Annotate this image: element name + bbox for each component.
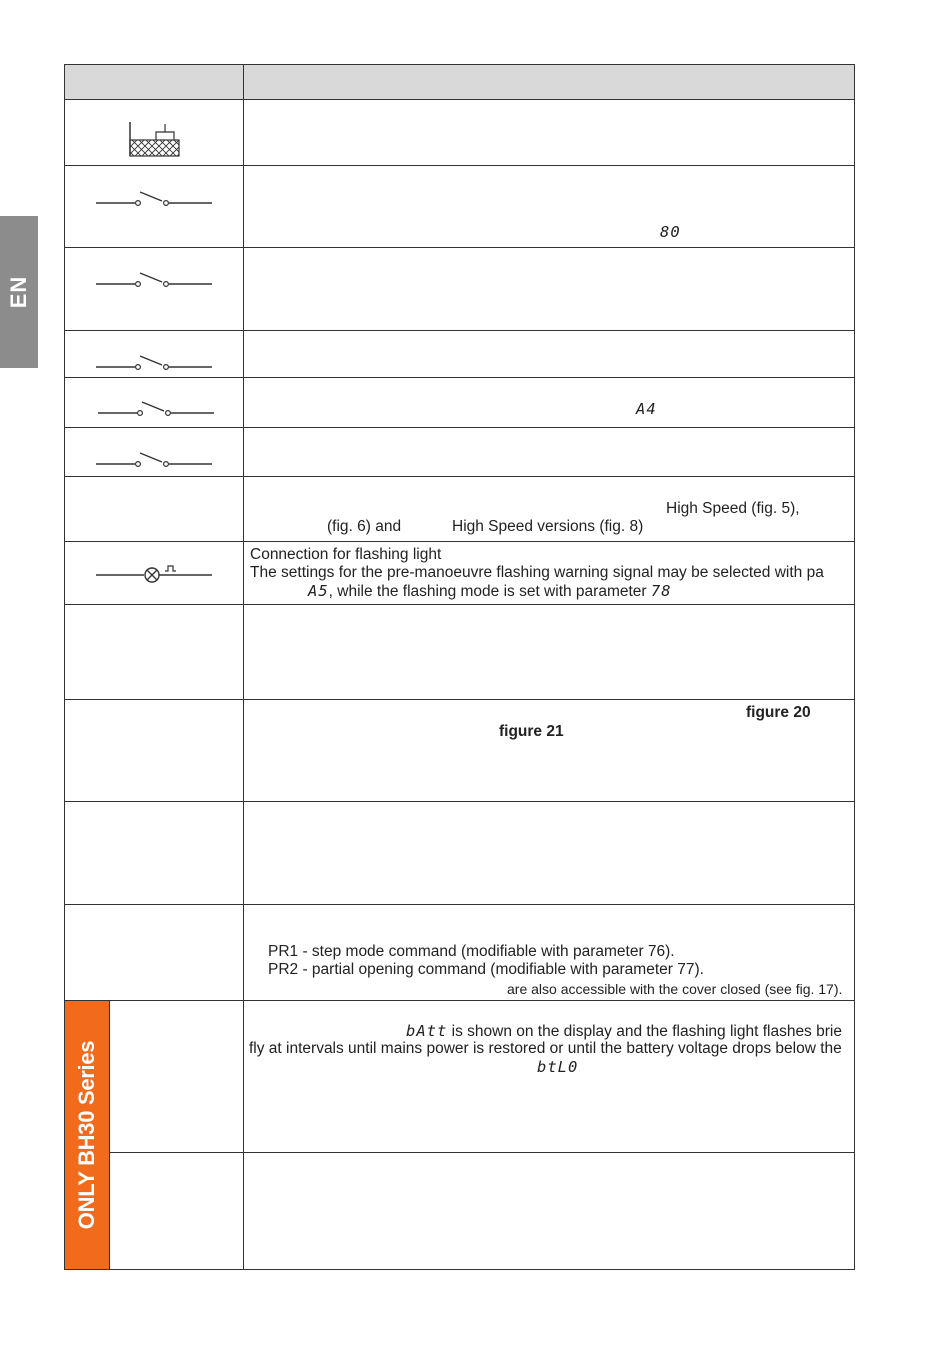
parameter-code-a4: A4 [636, 400, 657, 418]
flashing-light-desc: The settings for the pre-manoeuvre flashing warning signal may be selected with pa [250, 564, 824, 581]
row-divider [64, 330, 855, 331]
sensitive-edge-icon [124, 118, 184, 160]
pr2-text: PR2 - partial opening command (modifiable with parameter 77). [268, 961, 704, 978]
row-divider [64, 1000, 855, 1001]
battery-text-1 [406, 1022, 842, 1041]
cover-closed-note: are also accessible with the cover closed (see fig. 17). [507, 981, 843, 997]
figure-21-ref: figure 21 [499, 723, 564, 740]
terminal-table [64, 64, 855, 1270]
normally-open-switch-icon [98, 400, 216, 424]
display-code-batt: bAtt [406, 1022, 448, 1040]
flashing-light-icon [96, 562, 214, 586]
column-divider [109, 1000, 110, 1270]
battery-text-2: fly at intervals until mains power is restored or until the battery voltage drops below the [249, 1040, 842, 1057]
figure-20-ref: figure 20 [746, 704, 811, 721]
row-divider [64, 99, 855, 100]
normally-open-switch-icon [96, 190, 214, 214]
row-divider [64, 699, 855, 700]
row-divider [64, 541, 855, 542]
normally-open-switch-icon [96, 451, 214, 475]
column-divider [243, 64, 244, 1270]
row-divider [64, 604, 855, 605]
flashing-light-desc-2 [308, 582, 672, 601]
battery-desc-1: is shown on the display and the flashing light flashes brie [451, 1023, 842, 1040]
normally-open-switch-icon [96, 271, 214, 295]
display-code-btlo: btL0 [537, 1058, 579, 1076]
row-divider [64, 165, 855, 166]
flashing-mode-text: , while the flashing mode is set with parameter [328, 583, 647, 600]
flashing-light-title: Connection for flashing light [250, 546, 442, 563]
language-tab-label: EN [6, 275, 31, 309]
row-divider [64, 476, 855, 477]
r7-text-fig6: (fig. 6) and [327, 518, 402, 535]
row-divider [64, 247, 855, 248]
normally-open-switch-icon [96, 354, 214, 378]
pr1-text: PR1 - step mode command (modifiable with parameter 76). [268, 943, 675, 960]
row-divider [64, 904, 855, 905]
row-divider [109, 1152, 855, 1153]
parameter-code-80: 80 [660, 223, 681, 241]
r7-text-versions: High Speed versions (fig. 8) [452, 518, 644, 535]
language-tab [0, 216, 38, 368]
parameter-code-78: 78 [650, 582, 672, 600]
row-divider [64, 427, 855, 428]
series-band-label: ONLY BH30 Series [74, 1040, 99, 1230]
row-divider [64, 801, 855, 802]
r7-text-high-speed: High Speed (fig. 5), [666, 500, 800, 517]
parameter-code-a5: A5 [308, 582, 329, 600]
